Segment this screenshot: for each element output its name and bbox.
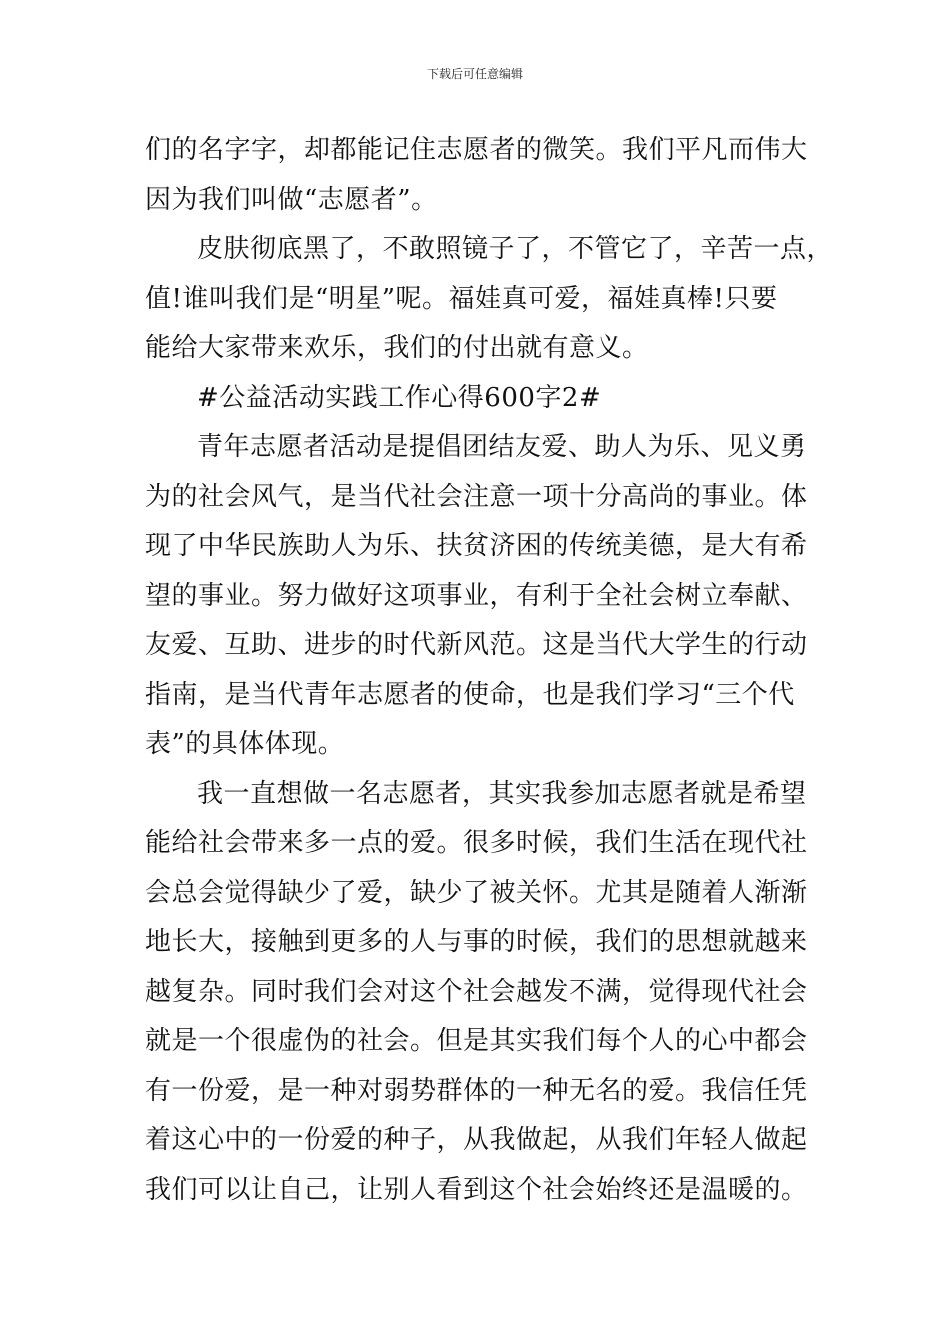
text-line: 能给大家带来欢乐，我们的付出就有意义。	[145, 333, 649, 363]
page-header-note: 下载后可任意编辑	[426, 67, 523, 81]
text-line: 望的事业。努力做好这项事业，有利于全社会树立奉献、	[145, 580, 808, 611]
text-line: 我们可以让自己，让别人看到这个社会始终还是温暖的。	[145, 1174, 808, 1205]
text-line: 们的名字字，却都能记住志愿者的微笑。我们平凡而伟大	[145, 135, 808, 165]
text-line: 就是一个很虚伪的社会。但是其实我们每个人的心中都会	[145, 1026, 808, 1056]
text-line: 越复杂。同时我们会对这个社会越发不满，觉得现代社会	[145, 976, 808, 1007]
text-line: 现了中华民族助人为乐、扶贫济困的传统美德，是大有希	[145, 531, 808, 561]
text-line: 会总会觉得缺少了爱，缺少了被关怀。尤其是随着人渐渐	[145, 877, 808, 908]
text-line: 指南，是当代青年志愿者的使命，也是我们学习“三个代	[145, 679, 795, 710]
text-line: 能给社会带来多一点的爱。很多时候，我们生活在现代社	[145, 828, 808, 858]
text-line: 有一份爱，是一种对弱势群体的一种无名的爱。我信任凭	[145, 1075, 808, 1106]
text-line: 表”的具体体现。	[145, 729, 345, 759]
text-line: 为的社会风气，是当代社会注意一项十分高尚的事业。体	[145, 481, 808, 512]
paragraph-start-line: 我一直想做一名志愿者，其实我参加志愿者就是希望	[197, 778, 807, 809]
text-line: 地长大，接触到更多的人与事的时候，我们的思想就越来	[145, 927, 808, 957]
text-line: 因为我们叫做“志愿者”。	[145, 184, 438, 215]
text-line: 友爱、互助、进步的时代新风范。这是当代大学生的行动	[145, 630, 808, 660]
paragraph-start-line: 皮肤彻底黑了，不敢照镜子了，不管它了，辛苦一点，	[197, 234, 834, 264]
text-line: 着这心中的一份爱的种子，从我做起，从我们年轻人做起	[145, 1125, 808, 1155]
text-line: 值!谁叫我们是“明星”呢。福娃真可爱，福娃真棒!只要	[145, 283, 778, 314]
section-heading: #公益活动实践工作心得600字2#	[197, 382, 602, 413]
document-body	[145, 126, 835, 1215]
paragraph-start-line: 青年志愿者活动是提倡团结友爱、助人为乐、见义勇	[197, 432, 807, 462]
